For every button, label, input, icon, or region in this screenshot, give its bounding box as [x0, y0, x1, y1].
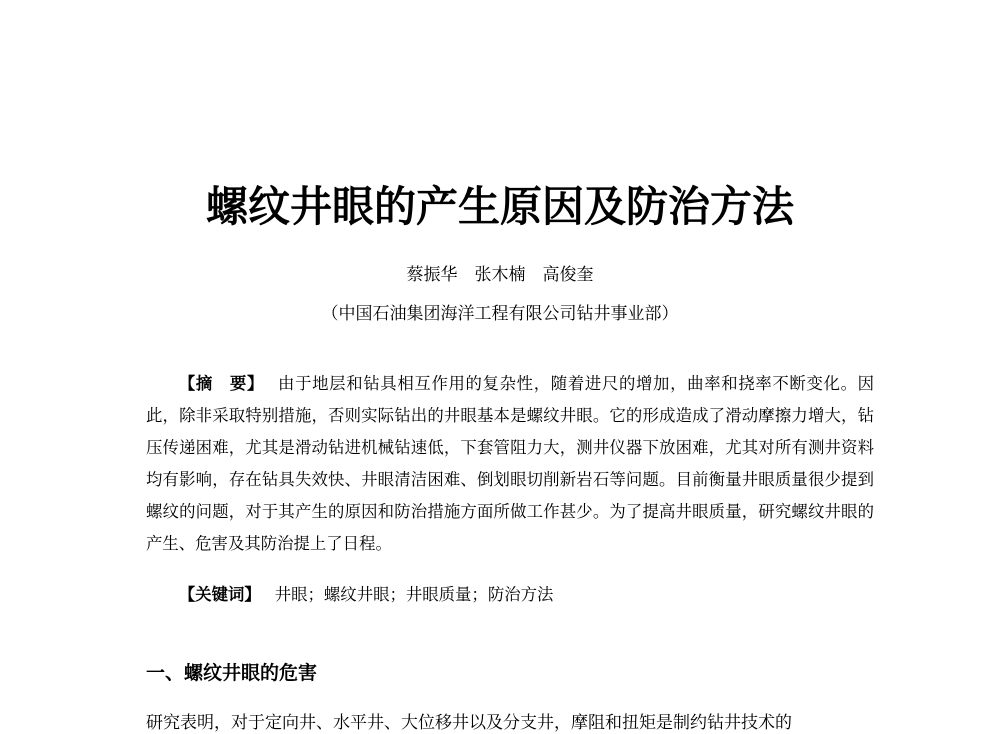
affiliation: （中国石油集团海洋工程有限公司钻井事业部）: [321, 304, 679, 324]
abstract-text: 由于地层和钻具相互作用的复杂性，随着进尺的增加，曲率和挠率不断变化。因此，除非采取特别措施，否则实际钻出的井眼基本是螺纹井眼。它的形成造成了滑动摩擦力增大，钻压传递困难，尤其是滑动钻进机械钻速低，下套管阻力大，测井仪器下放困难，尤其对所有测井资料均有影响，存在钻具失效快、井眼清洁困难、倒划眼切削新岩石等问题。目前衡量井眼质量很少提到螺纹的问题，对于其产生的原因和防治措施方面所做工作甚少。为了提高井眼质量，研究螺纹井眼的产生、危害及其防治提上了日程。: [146, 374, 874, 553]
keywords-label: 【关键词】: [178, 585, 261, 604]
body-paragraph: 研究表明，对于定向井、水平井、大位移井以及分支井，摩阻和扭矩是制约钻井技术的: [146, 713, 792, 733]
keywords-text: 井眼；螺纹井眼；井眼质量；防治方法: [274, 585, 554, 604]
abstract: [146, 368, 874, 560]
section-heading: 一、螺纹井眼的危害: [146, 662, 318, 684]
abstract-label: 【摘 要】: [178, 374, 265, 393]
paper-title: 螺纹井眼的产生原因及防治方法: [205, 182, 794, 231]
keywords: [146, 580, 874, 610]
authors: 蔡振华 张木楠 高俊奎: [406, 265, 594, 285]
